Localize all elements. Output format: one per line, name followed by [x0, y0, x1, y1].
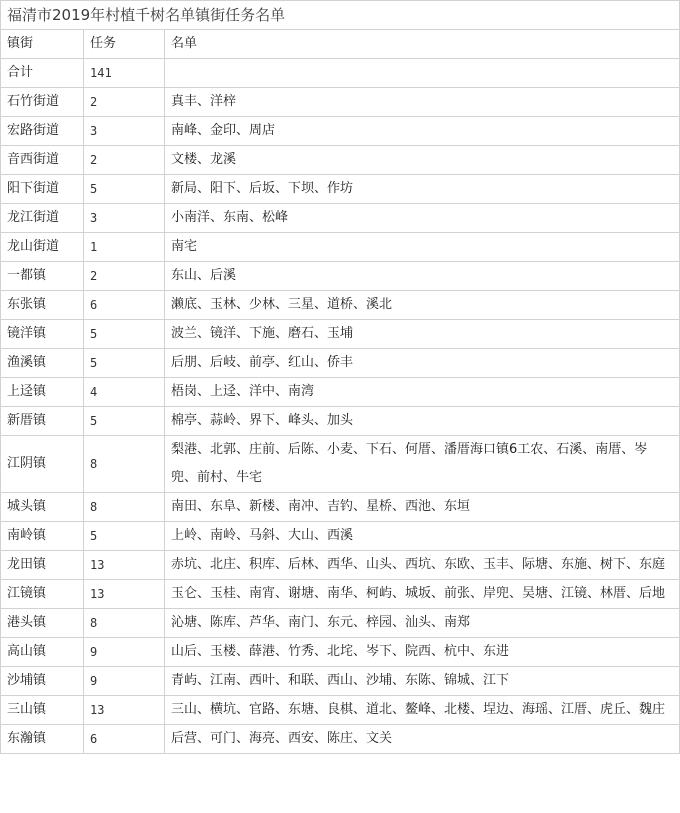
table-row — [1, 609, 680, 638]
town-cell: 宏路街道 — [1, 117, 84, 146]
village-list-cell: 沁塘、陈库、芦华、南门、东元、梓园、汕头、南郑 — [165, 609, 680, 638]
table-row — [1, 407, 680, 436]
village-list-cell: 赤坑、北庄、积库、后林、西华、山头、西坑、东欧、玉丰、际塘、东施、树下、东庭 — [165, 551, 680, 580]
table-row — [1, 59, 680, 88]
task-count-cell: 4 — [84, 378, 165, 407]
town-cell: 龙山街道 — [1, 233, 84, 262]
village-list-cell: 南田、东阜、新楼、南冲、吉钓、星桥、西池、东垣 — [165, 493, 680, 522]
task-count-cell: 8 — [84, 493, 165, 522]
task-table-body — [1, 1, 680, 754]
town-cell: 上迳镇 — [1, 378, 84, 407]
village-list-cell: 上岭、南岭、马斜、大山、西溪 — [165, 522, 680, 551]
task-count-cell: 2 — [84, 146, 165, 175]
town-cell: 沙埔镇 — [1, 667, 84, 696]
table-row — [1, 493, 680, 522]
table-row — [1, 522, 680, 551]
village-list-cell: 玉仑、玉桂、南宵、谢塘、南华、柯屿、城坂、前张、岸兜、吴塘、江镜、林厝、后地 — [165, 580, 680, 609]
village-list-cell: 南峰、金印、周店 — [165, 117, 680, 146]
town-cell: 龙江街道 — [1, 204, 84, 233]
header-town: 镇街 — [1, 30, 84, 59]
table-row — [1, 204, 680, 233]
table-row — [1, 667, 680, 696]
table-row — [1, 378, 680, 407]
table-row — [1, 88, 680, 117]
town-cell: 合计 — [1, 59, 84, 88]
table-row — [1, 175, 680, 204]
town-cell: 渔溪镇 — [1, 349, 84, 378]
village-list-cell: 新局、阳下、后坂、下坝、作坊 — [165, 175, 680, 204]
town-cell: 江镜镇 — [1, 580, 84, 609]
town-cell: 东张镇 — [1, 291, 84, 320]
task-count-cell: 3 — [84, 204, 165, 233]
town-cell: 音西街道 — [1, 146, 84, 175]
table-row — [1, 320, 680, 349]
table-row — [1, 146, 680, 175]
table-row — [1, 349, 680, 378]
town-cell: 江阴镇 — [1, 436, 84, 493]
title-row — [1, 1, 680, 30]
header-task: 任务 — [84, 30, 165, 59]
task-count-cell: 13 — [84, 551, 165, 580]
table-row — [1, 117, 680, 146]
town-cell: 东瀚镇 — [1, 725, 84, 754]
task-count-cell: 6 — [84, 725, 165, 754]
town-cell: 一都镇 — [1, 262, 84, 291]
table-row — [1, 551, 680, 580]
task-count-cell: 13 — [84, 696, 165, 725]
task-count-cell: 5 — [84, 407, 165, 436]
task-count-cell: 1 — [84, 233, 165, 262]
task-count-cell: 5 — [84, 522, 165, 551]
village-list-cell: 青屿、江南、西叶、和联、西山、沙埔、东陈、锦城、江下 — [165, 667, 680, 696]
village-list-cell: 三山、横坑、官路、东塘、良棋、道北、鳌峰、北楼、埕边、海瑶、江厝、虎丘、魏庄 — [165, 696, 680, 725]
town-cell: 港头镇 — [1, 609, 84, 638]
task-count-cell: 6 — [84, 291, 165, 320]
town-cell: 高山镇 — [1, 638, 84, 667]
town-cell: 南岭镇 — [1, 522, 84, 551]
task-count-cell: 141 — [84, 59, 165, 88]
table-row — [1, 233, 680, 262]
table-row — [1, 638, 680, 667]
village-list-cell — [165, 59, 680, 88]
village-list-cell: 东山、后溪 — [165, 262, 680, 291]
task-count-cell: 5 — [84, 349, 165, 378]
village-list-cell: 梨港、北郭、庄前、后陈、小麦、下石、何厝、潘厝海口镇6工农、石溪、南厝、岑兜、前村、牛宅 — [165, 436, 680, 493]
town-cell: 阳下街道 — [1, 175, 84, 204]
task-count-cell: 9 — [84, 667, 165, 696]
header-row — [1, 30, 680, 59]
village-list-cell: 后朋、后岐、前亭、红山、侨丰 — [165, 349, 680, 378]
task-count-cell: 8 — [84, 609, 165, 638]
table-row — [1, 725, 680, 754]
village-list-cell: 波兰、镜洋、下施、磨石、玉埔 — [165, 320, 680, 349]
village-list-cell: 濑底、玉林、少林、三星、道桥、溪北 — [165, 291, 680, 320]
town-cell: 城头镇 — [1, 493, 84, 522]
village-list-cell: 棉亭、蒜岭、界下、峰头、加头 — [165, 407, 680, 436]
task-count-cell: 9 — [84, 638, 165, 667]
village-list-cell: 文楼、龙溪 — [165, 146, 680, 175]
task-count-cell: 8 — [84, 436, 165, 493]
town-cell: 三山镇 — [1, 696, 84, 725]
table-row — [1, 696, 680, 725]
task-count-cell: 2 — [84, 262, 165, 291]
task-count-cell: 3 — [84, 117, 165, 146]
task-count-cell: 5 — [84, 320, 165, 349]
table-row — [1, 291, 680, 320]
town-cell: 新厝镇 — [1, 407, 84, 436]
town-cell: 石竹街道 — [1, 88, 84, 117]
task-count-cell: 2 — [84, 88, 165, 117]
task-count-cell: 5 — [84, 175, 165, 204]
village-list-cell: 梧岗、上迳、洋中、南湾 — [165, 378, 680, 407]
town-cell: 龙田镇 — [1, 551, 84, 580]
table-row — [1, 262, 680, 291]
table-row — [1, 436, 680, 493]
header-list: 名单 — [165, 30, 680, 59]
task-count-cell: 13 — [84, 580, 165, 609]
village-list-cell: 山后、玉楼、薛港、竹秀、北垞、岑下、院西、杭中、东进 — [165, 638, 680, 667]
village-list-cell: 后营、可门、海亮、西安、陈庄、文关 — [165, 725, 680, 754]
village-list-cell: 真丰、洋梓 — [165, 88, 680, 117]
village-list-cell: 小南洋、东南、松峰 — [165, 204, 680, 233]
table-title: 福清市2019年村植千树名单镇街任务名单 — [1, 1, 680, 30]
table-row — [1, 580, 680, 609]
town-cell: 镜洋镇 — [1, 320, 84, 349]
village-list-cell: 南宅 — [165, 233, 680, 262]
